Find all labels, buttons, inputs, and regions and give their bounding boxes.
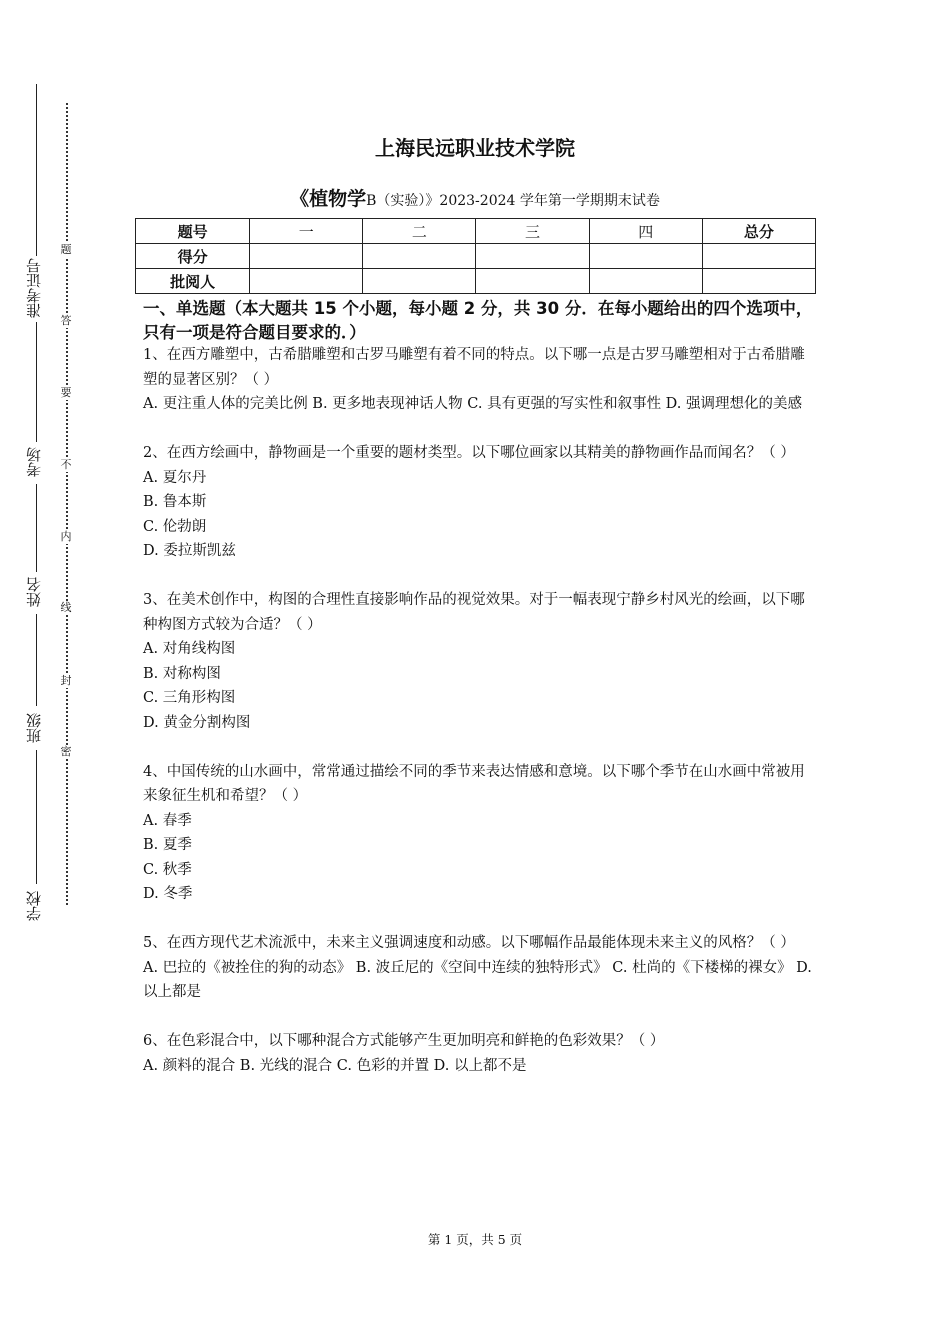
question-2: [143, 441, 815, 564]
seal-char: 封: [60, 674, 72, 687]
row-header: 得分: [136, 244, 250, 269]
grader-row: [136, 269, 816, 294]
question-stem: 6、在色彩混合中，以下哪种混合方式能够产生更加明亮和鲜艳的色彩效果？（ ）: [143, 1033, 665, 1049]
option: D. 冬季: [143, 886, 193, 902]
score-row: [136, 244, 816, 269]
question-stem: 3、在美术创作中，构图的合理性直接影响作品的视觉效果。对于一幅表现宁静乡村风光的绘画，以下哪种构图方式较为合适？（ ）: [143, 592, 805, 633]
column-header: 题号: [136, 219, 250, 244]
row-header: 批阅人: [136, 269, 250, 294]
column-header: 三: [476, 219, 589, 244]
option: B. 对称构图: [143, 665, 221, 682]
grader-cell[interactable]: [702, 269, 815, 294]
column-header: 四: [589, 219, 702, 244]
option: A. 对角线构图: [143, 641, 236, 657]
question-1: [143, 343, 815, 417]
question-stem: 2、在西方绘画中，静物画是一个重要的题材类型。以下哪位画家以其精美的静物画作品而闻名？（ ）: [143, 445, 795, 461]
binding-line-exam-id: [36, 322, 37, 442]
course-term: B（实验）》2023-2024 学年第一学期期末试卷: [366, 193, 660, 209]
score-cell[interactable]: [250, 244, 363, 269]
exam-room-label: 考场: [25, 447, 43, 477]
seal-char: 内: [60, 530, 72, 543]
grader-cell[interactable]: [589, 269, 702, 294]
option: A. 春季: [143, 812, 192, 829]
seal-char: 要: [60, 386, 72, 399]
question-options: A. 颜料的混合 B. 光线的混合 C. 色彩的并置 D. 以上都不是: [143, 1057, 527, 1074]
option: A. 夏尔丹: [143, 469, 207, 486]
grader-cell[interactable]: [250, 269, 363, 294]
score-cell[interactable]: [702, 244, 815, 269]
question-3: [143, 588, 815, 735]
grader-cell[interactable]: [476, 269, 589, 294]
binding-line-name: [36, 614, 37, 706]
question-5: [143, 931, 815, 1005]
binding-line-exam-room: [36, 484, 37, 572]
score-cell[interactable]: [589, 244, 702, 269]
option: D. 黄金分割构图: [143, 714, 251, 731]
seal-char: 题: [60, 243, 72, 256]
page-number: 第 1 页，共 5 页: [427, 1232, 523, 1247]
option: C. 伦勃朗: [143, 518, 207, 535]
column-header: 二: [363, 219, 476, 244]
section-heading: 一、单选题（本大题共 15 个小题，每小题 2 分，共 30 分．在每小题给出的四个选项中，只有一项是符合题目要求的．）: [143, 299, 813, 342]
score-table-header-row: [136, 219, 816, 244]
question-stem: 4、中国传统的山水画中，常常通过描绘不同的季节来表达情感和意境。以下哪个季节在山水画中常被用来象征生机和希望？（ ）: [143, 763, 805, 804]
seal-char: 密: [60, 745, 72, 758]
question-list: [143, 343, 815, 1103]
seal-dotted-line: [66, 103, 68, 905]
option: D. 委拉斯凯兹: [143, 543, 236, 559]
seal-char: 答: [60, 314, 72, 327]
question-4: [143, 760, 815, 907]
name-label: 姓名: [25, 577, 43, 607]
question-stem: 1、在西方雕塑中，古希腊雕塑和古罗马雕塑有着不同的特点。以下哪一点是古罗马雕塑相对于古希腊雕塑的显著区别？（ ）: [143, 347, 805, 388]
binding-line-top: [36, 84, 37, 256]
seal-char: 线: [60, 601, 72, 614]
binding-line-class: [36, 750, 37, 884]
school-label: 学校: [25, 891, 43, 921]
exam-id-label: 准考证号: [25, 258, 43, 318]
score-cell[interactable]: [363, 244, 476, 269]
question-options: A. 巴拉的《被拴住的狗的动态》 B. 波丘尼的《空间中连续的独特形式》 C. 杜尚的《下楼梯的裸女》 D. 以上都是: [143, 959, 812, 1000]
grader-cell[interactable]: [363, 269, 476, 294]
option: B. 夏季: [143, 837, 192, 853]
option: C. 秋季: [143, 861, 192, 878]
exam-subtitle: [0, 184, 950, 211]
option: B. 鲁本斯: [143, 494, 207, 510]
score-cell[interactable]: [476, 244, 589, 269]
question-6: [143, 1029, 815, 1078]
course-name: 《植物学: [290, 188, 367, 210]
seal-char: 不: [60, 458, 72, 471]
question-options: A. 更注重人体的完美比例 B. 更多地表现神话人物 C. 具有更强的写实性和叙事性 D. 强调理想化的美感: [143, 396, 803, 412]
column-header: 总分: [702, 219, 815, 244]
question-stem: 5、在西方现代艺术流派中，未来主义强调速度和动感。以下哪幅作品最能体现未来主义的风格？（ ）: [143, 935, 795, 951]
class-label: 班级: [25, 713, 43, 743]
column-header: 一: [250, 219, 363, 244]
school-title: 上海民远职业技术学院: [375, 136, 575, 160]
option: C. 三角形构图: [143, 690, 236, 706]
score-table: [135, 218, 816, 294]
